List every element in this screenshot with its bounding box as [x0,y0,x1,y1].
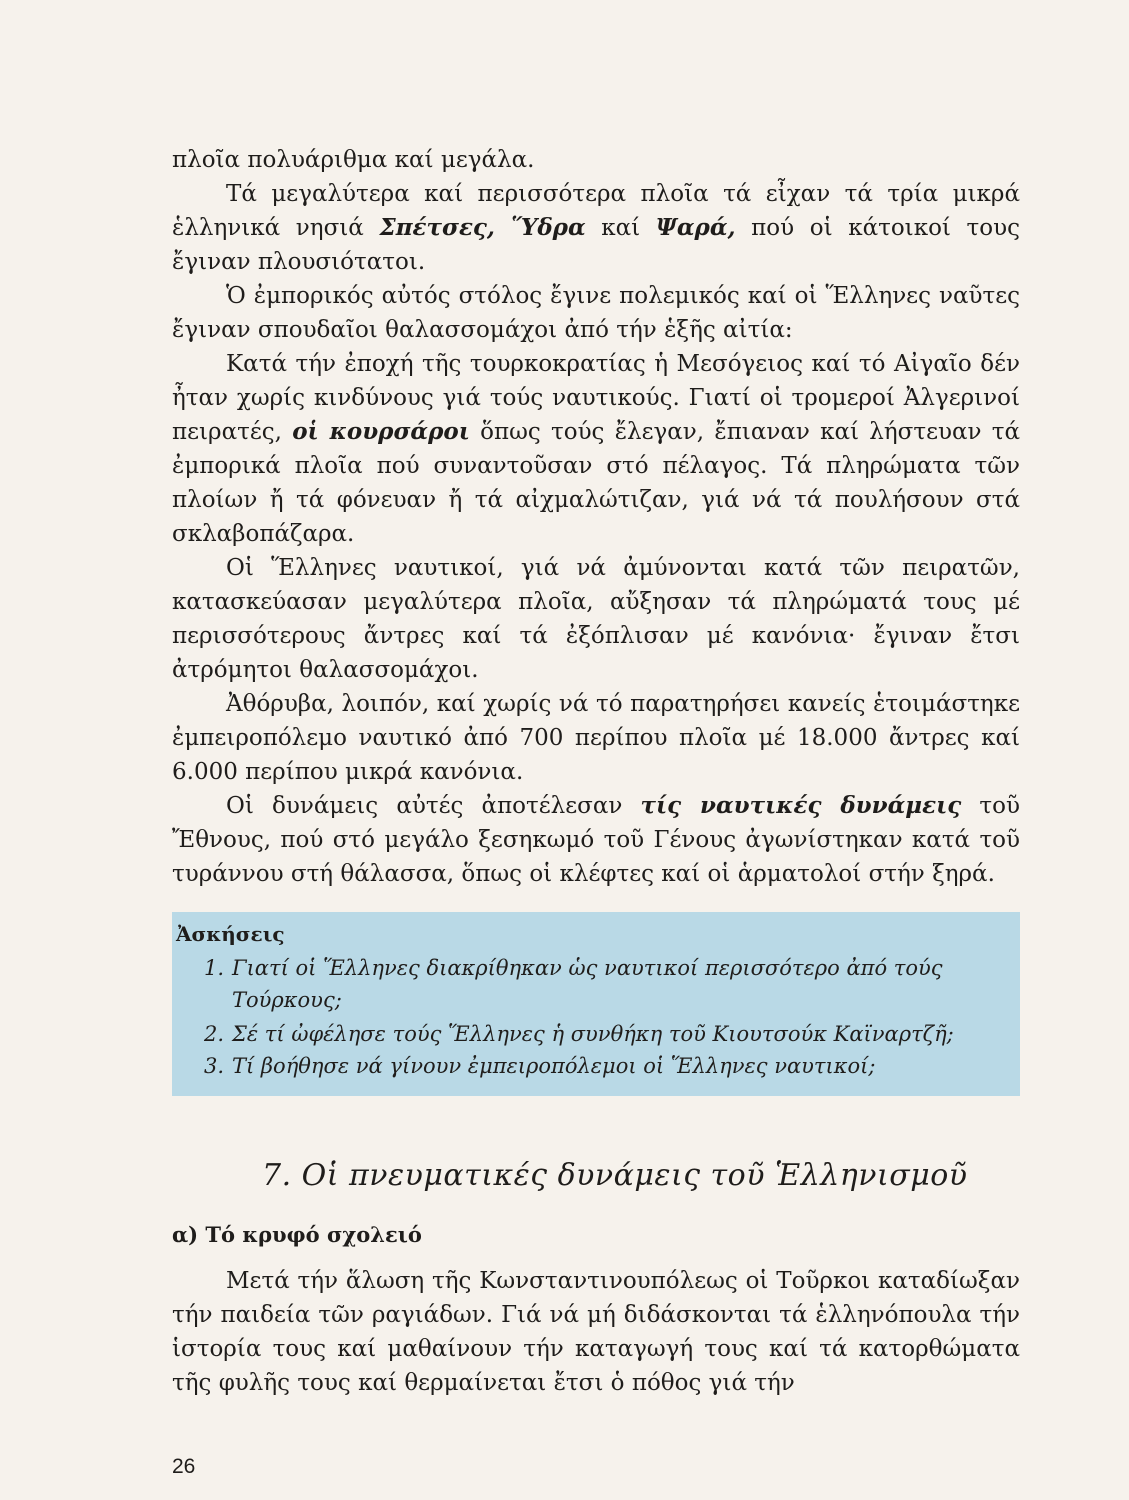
exercise-text-continuation: Τούρκους; [232,988,342,1012]
exercise-item-2 [204,1018,1004,1050]
exercise-number: 2. [204,1022,225,1046]
paragraph-ships-islands [172,177,1020,279]
emphasis-corsairs: οἱ κουρσάροι [292,418,470,445]
paragraph-secret-school: Μετά τήν ἅλωση τῆς Κωνσταντινουπόλεως οἱ Τοῦρκοι καταδίωξαν τήν παιδεία τῶν ραγιάδων. Γιά νά μή διδάσκονται τά ἑλληνόπουλα τήν ἱστορία τους καί μαθαίνουν τήν καταγωγή τους καί τά κατορθώματα τῆς φυλῆς τους καί θερμαίνεται ἔτσι ὁ πόθος γιά τήν [172,1268,1020,1396]
text-run: Κατά τήν ἐποχή τῆς τουρκοκρατίας ἡ Μεσόγειος καί τό Αἰγαῖο δέν ἦταν χωρίς κινδύνους γιά τούς ναυτικούς. Γιατί οἱ τρομεροί Ἀλγερινοί πειρατές, [172,351,1020,445]
emphasis-naval-forces: τίς ναυτικές δυνάμεις [640,792,962,819]
emphasis-islands: Σπέτσες, Ὕδρα [379,214,586,241]
text-run: ὅπως τούς ἔλεγαν, ἔπιαναν καί λήστευαν τά ἐμπορικά πλοῖα πού συναντοῦσαν στό πέλαγος. Τά πληρώματα τῶν πλοίων ἤ τά φόνευαν ἤ τά αἰχμαλώτιζαν, γιά νά τά πουλήσουν στά σκλαβοπάζαρα. [172,419,1020,547]
paragraph-defense [172,551,1020,687]
exercise-item-3 [204,1050,1004,1082]
paragraph-continuation: πλοῖα πολυάριθμα καί μεγάλα. [172,147,535,173]
text-run: Ἀθόρυβα, λοιπόν, καί χωρίς νά τό παρατηρήσει κανείς ἑτοιμάστηκε ἐμπειροπόλεμο ναυτικό ἀπό 700 περίπου πλοῖα μέ 18.000 ἄντρες καί 6.000 περίπου μικρά κανόνια. [172,691,1020,785]
emphasis-psara: Ψαρά, [655,214,736,241]
exercise-text: Γιατί οἱ Ἕλληνες διακρίθηκαν ὡς ναυτικοί περισσότερο ἀπό τούς [232,956,943,980]
exercise-number: 3. [204,1054,225,1078]
text-run: Οἱ δυνάμεις αὐτές ἀποτέλεσαν [226,793,641,819]
section-title: 7. Οἱ πνευματικές δυνάμεις τοῦ Ἑλληνισμοῦ [262,1158,968,1193]
text-run: πού οἱ κάτοικοί τους ἔγιναν πλουσιότατοι. [172,215,1020,275]
upper-text [172,143,1020,891]
text-run: καί [585,215,656,241]
exercise-number: 1. [204,956,225,980]
paragraph-pirates [172,347,1020,551]
subsection-title: α) Τό κρυφό σχολειό [172,1222,422,1247]
text-run: Ὁ ἐμπορικός αὐτός στόλος ἔγινε πολεμικός καί οἱ Ἕλληνες ναῦτες ἔγιναν σπουδαῖοι θαλασσομάχοι ἀπό τήν ἑξῆς αἰτία: [172,283,1020,343]
paragraph-merchant-fleet [172,279,1020,347]
page-number: 26 [172,1455,196,1478]
exercise-text: Τί βοήθησε νά γίνουν ἐμπειροπόλεμοι οἱ Ἕλληνες ναυτικοί; [232,1054,876,1078]
paragraph-navy-size [172,687,1020,789]
exercises-title: Ἀσκήσεις [176,922,285,946]
lower-text [172,1264,1020,1400]
exercise-text: Σέ τί ὠφέλησε τούς Ἕλληνες ἡ συνθήκη τοῦ Κιουτσούκ Καϊναρτζῆ; [232,1022,954,1046]
text-run: τοῦ Ἔθνους, πού στό μεγάλο ξεσηκωμό τοῦ Γένους ἀγωνίστηκαν κατά τοῦ τυράννου στή θάλασσα, ὅπως οἱ κλέφτες καί οἱ ἁρματολοί στήν ξηρά. [172,793,1020,887]
paragraph-naval-forces [172,789,1020,891]
exercise-item-1 [204,952,1004,1016]
text-run: Τά μεγαλύτερα καί περισσότερα πλοῖα τά εἶχαν τά τρία μικρά ἑλληνικά νησιά [172,181,1020,241]
exercises-box [172,912,1020,1096]
text-run: Οἱ Ἕλληνες ναυτικοί, γιά νά ἀμύνονται κατά τῶν πειρατῶν, κατασκεύασαν μεγαλύτερα πλοῖα, αὔξησαν τά πληρώματά τους μέ περισσότερους ἄντρες καί τά ἐξόπλισαν μέ κανόνια· ἔγιναν ἔτσι ἀτρόμητοι θαλασσομάχοι. [172,555,1020,683]
